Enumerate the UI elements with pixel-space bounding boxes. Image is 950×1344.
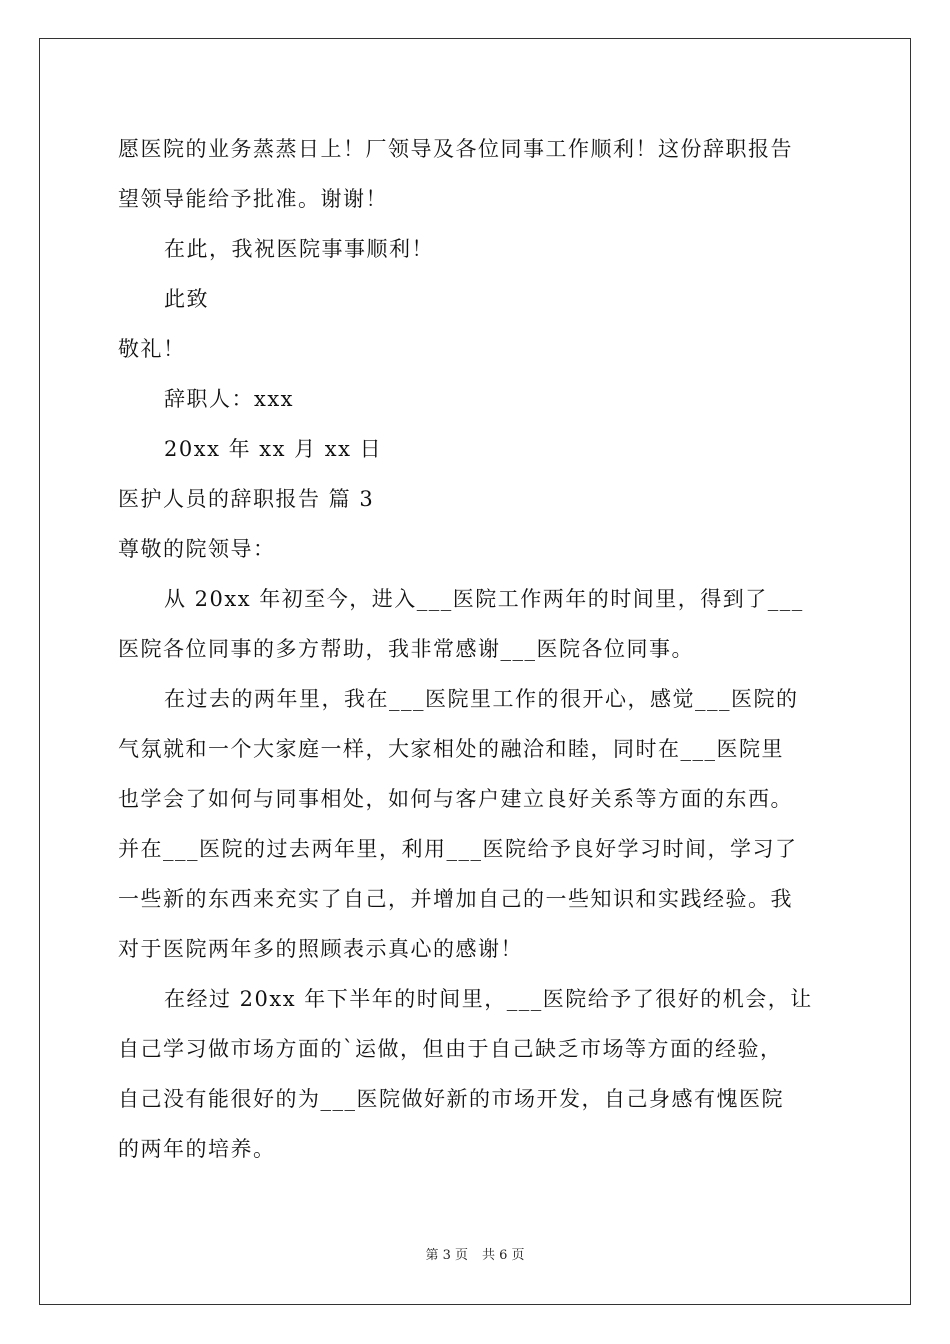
body-line-11: 对于医院两年多的照顾表示真心的感谢！ xyxy=(118,937,523,961)
page-number: 第 3 页 xyxy=(425,1248,468,1263)
section-title: 医护人员的辞职报告 篇 3 xyxy=(118,487,375,511)
body-line-15: 的两年的培养。 xyxy=(118,1137,276,1161)
body-line-8: 也学会了如何与同事相处，如何与客户建立良好关系等方面的东西。 xyxy=(118,787,793,811)
body-line-1: 愿医院的业务蒸蒸日上！厂领导及各位同事工作顺利！这份辞职报告 xyxy=(118,137,793,161)
body-line-12: 在经过 20xx 年下半年的时间里，___医院给予了很好的机会，让 xyxy=(164,987,813,1011)
signature-line: 辞职人：xxx xyxy=(164,387,295,411)
body-line-6: 在过去的两年里，我在___医院里工作的很开心，感觉___医院的 xyxy=(164,687,799,711)
body-line-9: 并在___医院的过去两年里，利用___医院给予良好学习时间，学习了 xyxy=(118,837,798,861)
greeting-line: 尊敬的院领导： xyxy=(118,537,276,561)
page-total: 共 6 页 xyxy=(482,1248,525,1263)
closing-salutation-1: 此致 xyxy=(164,287,209,311)
body-line-4: 从 20xx 年初至今，进入___医院工作两年的时间里，得到了___ xyxy=(164,587,804,611)
body-line-13: 自己学习做市场方面的`运做，但由于自己缺乏市场等方面的经验， xyxy=(118,1037,783,1061)
body-line-3: 在此，我祝医院事事顺利！ xyxy=(164,237,434,261)
body-line-5: 医院各位同事的多方帮助，我非常感谢___医院各位同事。 xyxy=(118,637,694,661)
body-line-14: 自己没有能很好的为___医院做好新的市场开发，自己身感有愧医院 xyxy=(118,1087,784,1111)
page-footer xyxy=(0,1247,950,1265)
closing-salutation-2: 敬礼！ xyxy=(118,337,186,361)
body-line-2: 望领导能给予批准。谢谢！ xyxy=(118,187,388,211)
body-line-7: 气氛就和一个大家庭一样，大家相处的融洽和睦，同时在___医院里 xyxy=(118,737,784,761)
date-line: 20xx 年 xx 月 xx 日 xyxy=(164,437,383,461)
body-line-10: 一些新的东西来充实了自己，并增加自己的一些知识和实践经验。我 xyxy=(118,887,793,911)
page-border xyxy=(39,38,911,1305)
